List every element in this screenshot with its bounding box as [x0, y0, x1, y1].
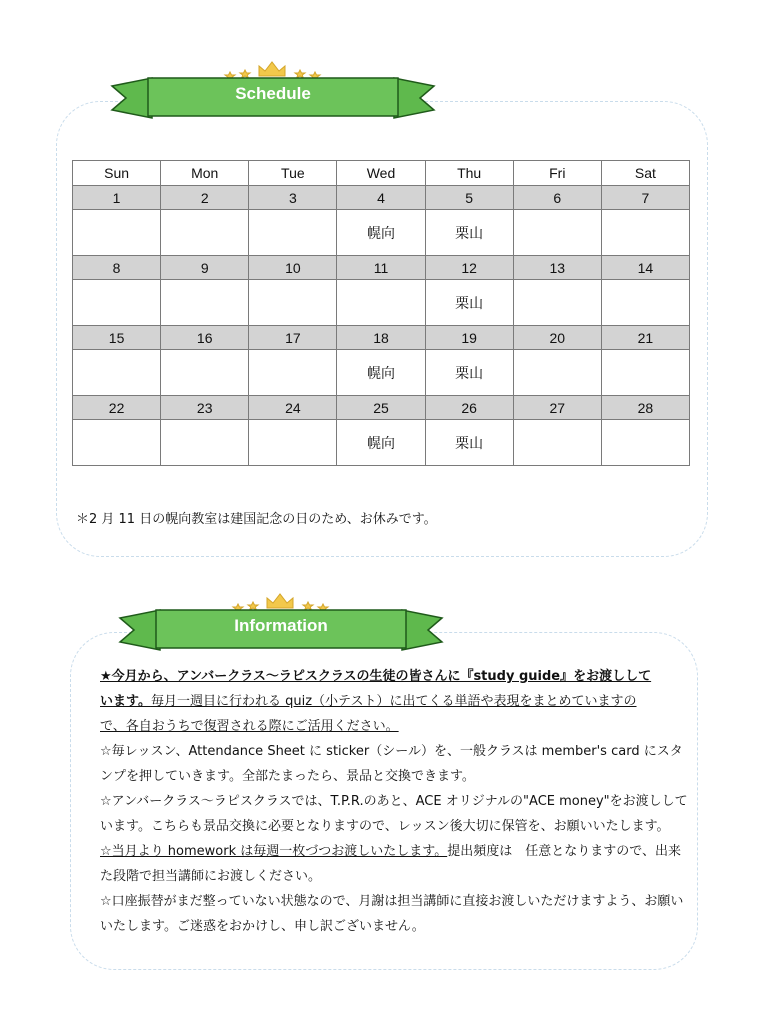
date-row: [73, 326, 690, 350]
weekday-header: Sat: [601, 161, 689, 186]
date-row: [73, 256, 690, 280]
date-cell: 9: [161, 256, 249, 280]
event-row: [73, 420, 690, 466]
event-cell: [249, 350, 337, 396]
date-cell: 22: [73, 396, 161, 420]
date-cell: 1: [73, 186, 161, 210]
event-cell: [161, 210, 249, 256]
date-cell: 23: [161, 396, 249, 420]
weekday-header: Fri: [513, 161, 601, 186]
date-cell: 26: [425, 396, 513, 420]
date-cell: 24: [249, 396, 337, 420]
date-row: [73, 186, 690, 210]
date-cell: 17: [249, 326, 337, 350]
event-cell: [249, 420, 337, 466]
calendar-table: [72, 160, 690, 466]
date-cell: 3: [249, 186, 337, 210]
event-cell: 幌向: [337, 210, 425, 256]
date-cell: 14: [601, 256, 689, 280]
date-cell: 12: [425, 256, 513, 280]
event-cell: [73, 420, 161, 466]
date-cell: 18: [337, 326, 425, 350]
date-cell: 15: [73, 326, 161, 350]
weekday-header: Sun: [73, 161, 161, 186]
event-cell: [513, 210, 601, 256]
homework-underlined: ☆当月より homework は毎週一枚づつお渡しいたします。: [100, 844, 448, 859]
date-cell: 25: [337, 396, 425, 420]
event-row: [73, 210, 690, 256]
date-cell: 8: [73, 256, 161, 280]
event-cell: [513, 350, 601, 396]
event-cell: [73, 210, 161, 256]
date-cell: 4: [337, 186, 425, 210]
weekday-header-row: [73, 161, 690, 186]
event-cell: [601, 280, 689, 326]
event-cell: [513, 420, 601, 466]
date-cell: 13: [513, 256, 601, 280]
study-guide-line1: ★今月から、アンバークラス～ラピスクラスの生徒の皆さんに『study guide』をお渡しして: [100, 669, 652, 684]
event-cell: 幌向: [337, 420, 425, 466]
event-row: [73, 280, 690, 326]
date-cell: 10: [249, 256, 337, 280]
payment-paragraph: ☆口座振替がまだ整っていない状態なので、月謝は担当講師に直接お渡しいただけますよう、お願いいたします。ご迷惑をおかけし、申し訳ございません。: [100, 894, 684, 934]
information-title: Information: [234, 616, 328, 635]
date-cell: 20: [513, 326, 601, 350]
event-cell: 栗山: [425, 280, 513, 326]
homework-rest: 提出頻度は 任意となりますので、出来た段階で担当講師にお渡しください。: [100, 844, 681, 884]
date-cell: 2: [161, 186, 249, 210]
event-cell: 栗山: [425, 420, 513, 466]
event-cell: [73, 280, 161, 326]
study-guide-line2-bold: います。: [100, 694, 151, 709]
date-cell: 27: [513, 396, 601, 420]
information-banner: [116, 590, 446, 658]
date-cell: 21: [601, 326, 689, 350]
date-cell: 5: [425, 186, 513, 210]
event-row: [73, 350, 690, 396]
date-row: [73, 396, 690, 420]
event-cell: [73, 350, 161, 396]
holiday-note: ＊2 月 11 日の幌向教室は建国記念の日のため、お休みです。: [76, 512, 437, 527]
homework-paragraph: [100, 839, 690, 889]
date-cell: 28: [601, 396, 689, 420]
event-cell: [161, 350, 249, 396]
event-cell: 栗山: [425, 210, 513, 256]
study-guide-paragraph: [100, 664, 690, 739]
weekday-header: Mon: [161, 161, 249, 186]
date-cell: 11: [337, 256, 425, 280]
event-cell: 幌向: [337, 350, 425, 396]
study-guide-line2: 毎月一週目に行われる quiz（小テスト）に出てくる単語や表現をまとめていますの: [150, 694, 637, 709]
event-cell: [249, 280, 337, 326]
weekday-header: Wed: [337, 161, 425, 186]
weekday-header: Thu: [425, 161, 513, 186]
sticker-paragraph: ☆毎レッスン、Attendance Sheet に sticker（シール）を、一般クラスは member's card にスタンプを押していきます。全部たまったら、景品と交換できます。: [100, 744, 683, 784]
schedule-title: Schedule: [235, 84, 311, 103]
date-cell: 7: [601, 186, 689, 210]
study-guide-line3: で、各自おうちで復習される際にご活用ください。: [100, 719, 399, 734]
event-cell: [601, 210, 689, 256]
schedule-banner: [108, 58, 438, 126]
date-cell: 16: [161, 326, 249, 350]
date-cell: 6: [513, 186, 601, 210]
event-cell: [513, 280, 601, 326]
date-cell: 19: [425, 326, 513, 350]
event-cell: [161, 280, 249, 326]
event-cell: [601, 350, 689, 396]
event-cell: 栗山: [425, 350, 513, 396]
weekday-header: Tue: [249, 161, 337, 186]
event-cell: [249, 210, 337, 256]
event-cell: [601, 420, 689, 466]
event-cell: [161, 420, 249, 466]
event-cell: [337, 280, 425, 326]
information-text: [100, 664, 690, 939]
ace-money-paragraph: ☆アンバークラス～ラピスクラスでは、T.P.R.のあと、ACE オリジナルの"ACE money"をお渡ししています。こちらも景品交換に必要となりますので、レッスン後大切に保管を、お願いいたします。: [100, 794, 688, 834]
